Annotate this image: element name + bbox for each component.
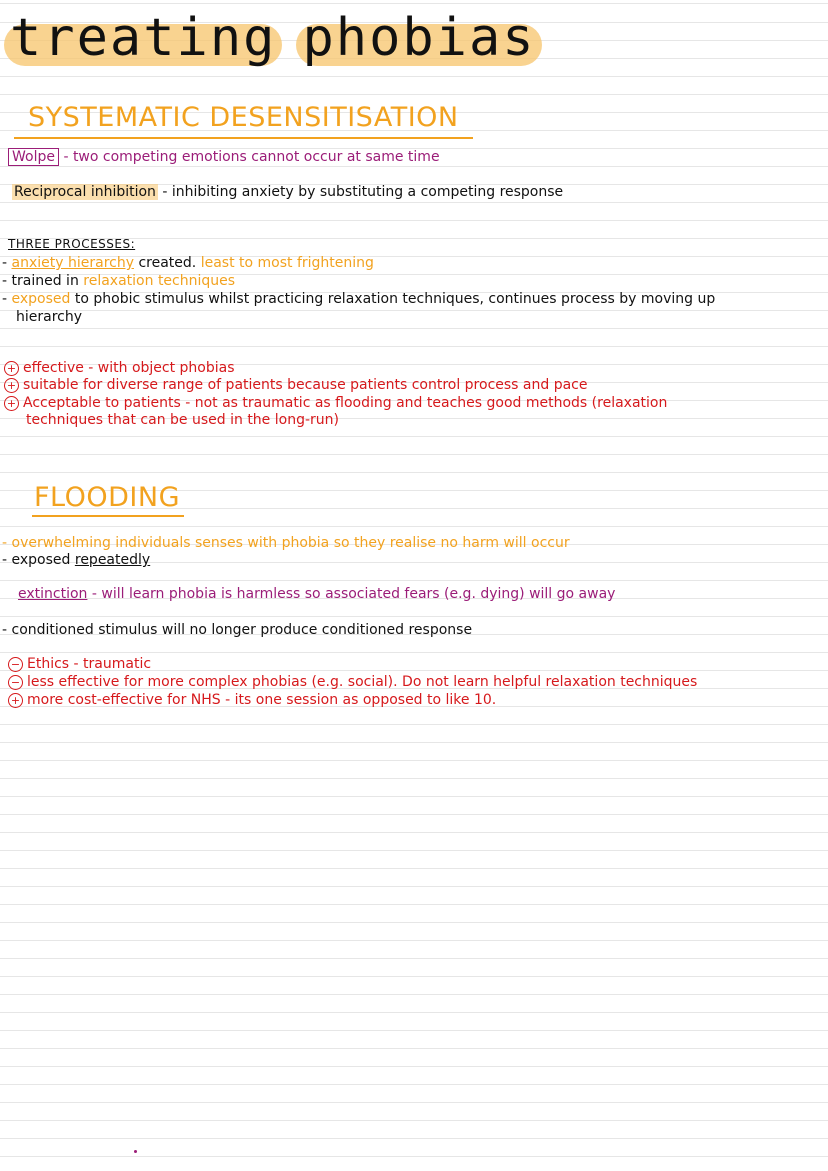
process1-detail: least to most frightening (200, 255, 374, 271)
process-item-2 (2, 273, 235, 289)
wolpe-label: Wolpe (8, 148, 59, 166)
reciprocal-label: Reciprocal inhibition (14, 184, 156, 200)
reciprocal-line (12, 184, 563, 200)
sd-eval-1-text: effective - with object phobias (23, 360, 235, 376)
fl-eval-3-text: more cost-effective for NHS - its one session as opposed to like 10. (27, 692, 497, 708)
plus-icon: + (4, 361, 19, 376)
bullet-dash: - (2, 552, 8, 568)
fl-eval-1 (8, 656, 151, 672)
process1-created: created. (138, 255, 197, 271)
title-word-treating: treating (10, 8, 277, 68)
process3-term: exposed (11, 291, 71, 307)
fl-eval-2-text: less effective for more complex phobias (e.g. social). Do not learn helpful relaxation techniques (27, 674, 698, 690)
bullet-dash: - (2, 273, 8, 289)
process2-trained: trained in (11, 273, 79, 289)
flooding-point-3-text: conditioned stimulus will no longer produce conditioned response (11, 622, 473, 638)
process2-term: relaxation techniques (83, 273, 236, 289)
fl-eval-3 (8, 692, 496, 708)
sd-eval-3 (4, 395, 667, 411)
processes-heading: THREE PROCESSES: (8, 237, 136, 251)
plus-icon: + (4, 396, 19, 411)
fl-eval-2 (8, 674, 697, 690)
extinction-text: - will learn phobia is harmless so associated fears (e.g. dying) will go away (91, 586, 616, 602)
extinction-line (18, 586, 615, 602)
process1-term: anxiety hierarchy (11, 255, 134, 271)
plus-icon: + (8, 693, 23, 708)
flooding-point-3 (2, 622, 472, 638)
bullet-dash: - (2, 291, 8, 307)
bullet-dash: - (2, 255, 8, 271)
page-title (10, 8, 562, 68)
extinction-label: extinction (18, 586, 88, 602)
bullet-dash: - (2, 622, 8, 638)
wolpe-text: - two competing emotions cannot occur at same time (63, 149, 440, 165)
flooding-point-1 (2, 535, 570, 551)
flooding-point-1-text: overwhelming individuals senses with phobia so they realise no harm will occur (11, 535, 570, 551)
sd-eval-2 (4, 377, 587, 393)
flooding-point-2-a: exposed (11, 552, 71, 568)
process3-continuation: hierarchy (16, 309, 83, 325)
flooding-point-2 (2, 552, 150, 568)
sd-eval-2-text: suitable for diverse range of patients because patients control process and pace (23, 377, 588, 393)
plus-icon: + (4, 378, 19, 393)
process3-text: to phobic stimulus whilst practicing relaxation techniques, continues process by moving up (74, 291, 716, 307)
bullet-dash: - (2, 535, 8, 551)
process-item-1 (2, 255, 374, 271)
flooding-point-2-b: repeatedly (74, 552, 151, 568)
wolpe-line (8, 149, 440, 165)
sd-eval-1 (4, 360, 235, 376)
sd-eval-3-continuation: techniques that can be used in the long-run) (26, 412, 339, 428)
title-word-phobias: phobias (302, 8, 536, 68)
sd-eval-3-text: Acceptable to patients - not as traumatic as flooding and teaches good methods (relaxation (23, 395, 668, 411)
minus-icon: − (8, 675, 23, 690)
reciprocal-text: - inhibiting anxiety by substituting a competing response (162, 184, 564, 200)
fl-eval-1-text: Ethics - traumatic (27, 656, 152, 672)
process-item-3 (2, 291, 715, 307)
ink-dot (134, 1150, 137, 1153)
heading-flooding: FLOODING (34, 482, 180, 513)
minus-icon: − (8, 657, 23, 672)
heading-systematic-desensitisation: SYSTEMATIC DESENSITISATION (28, 102, 459, 133)
